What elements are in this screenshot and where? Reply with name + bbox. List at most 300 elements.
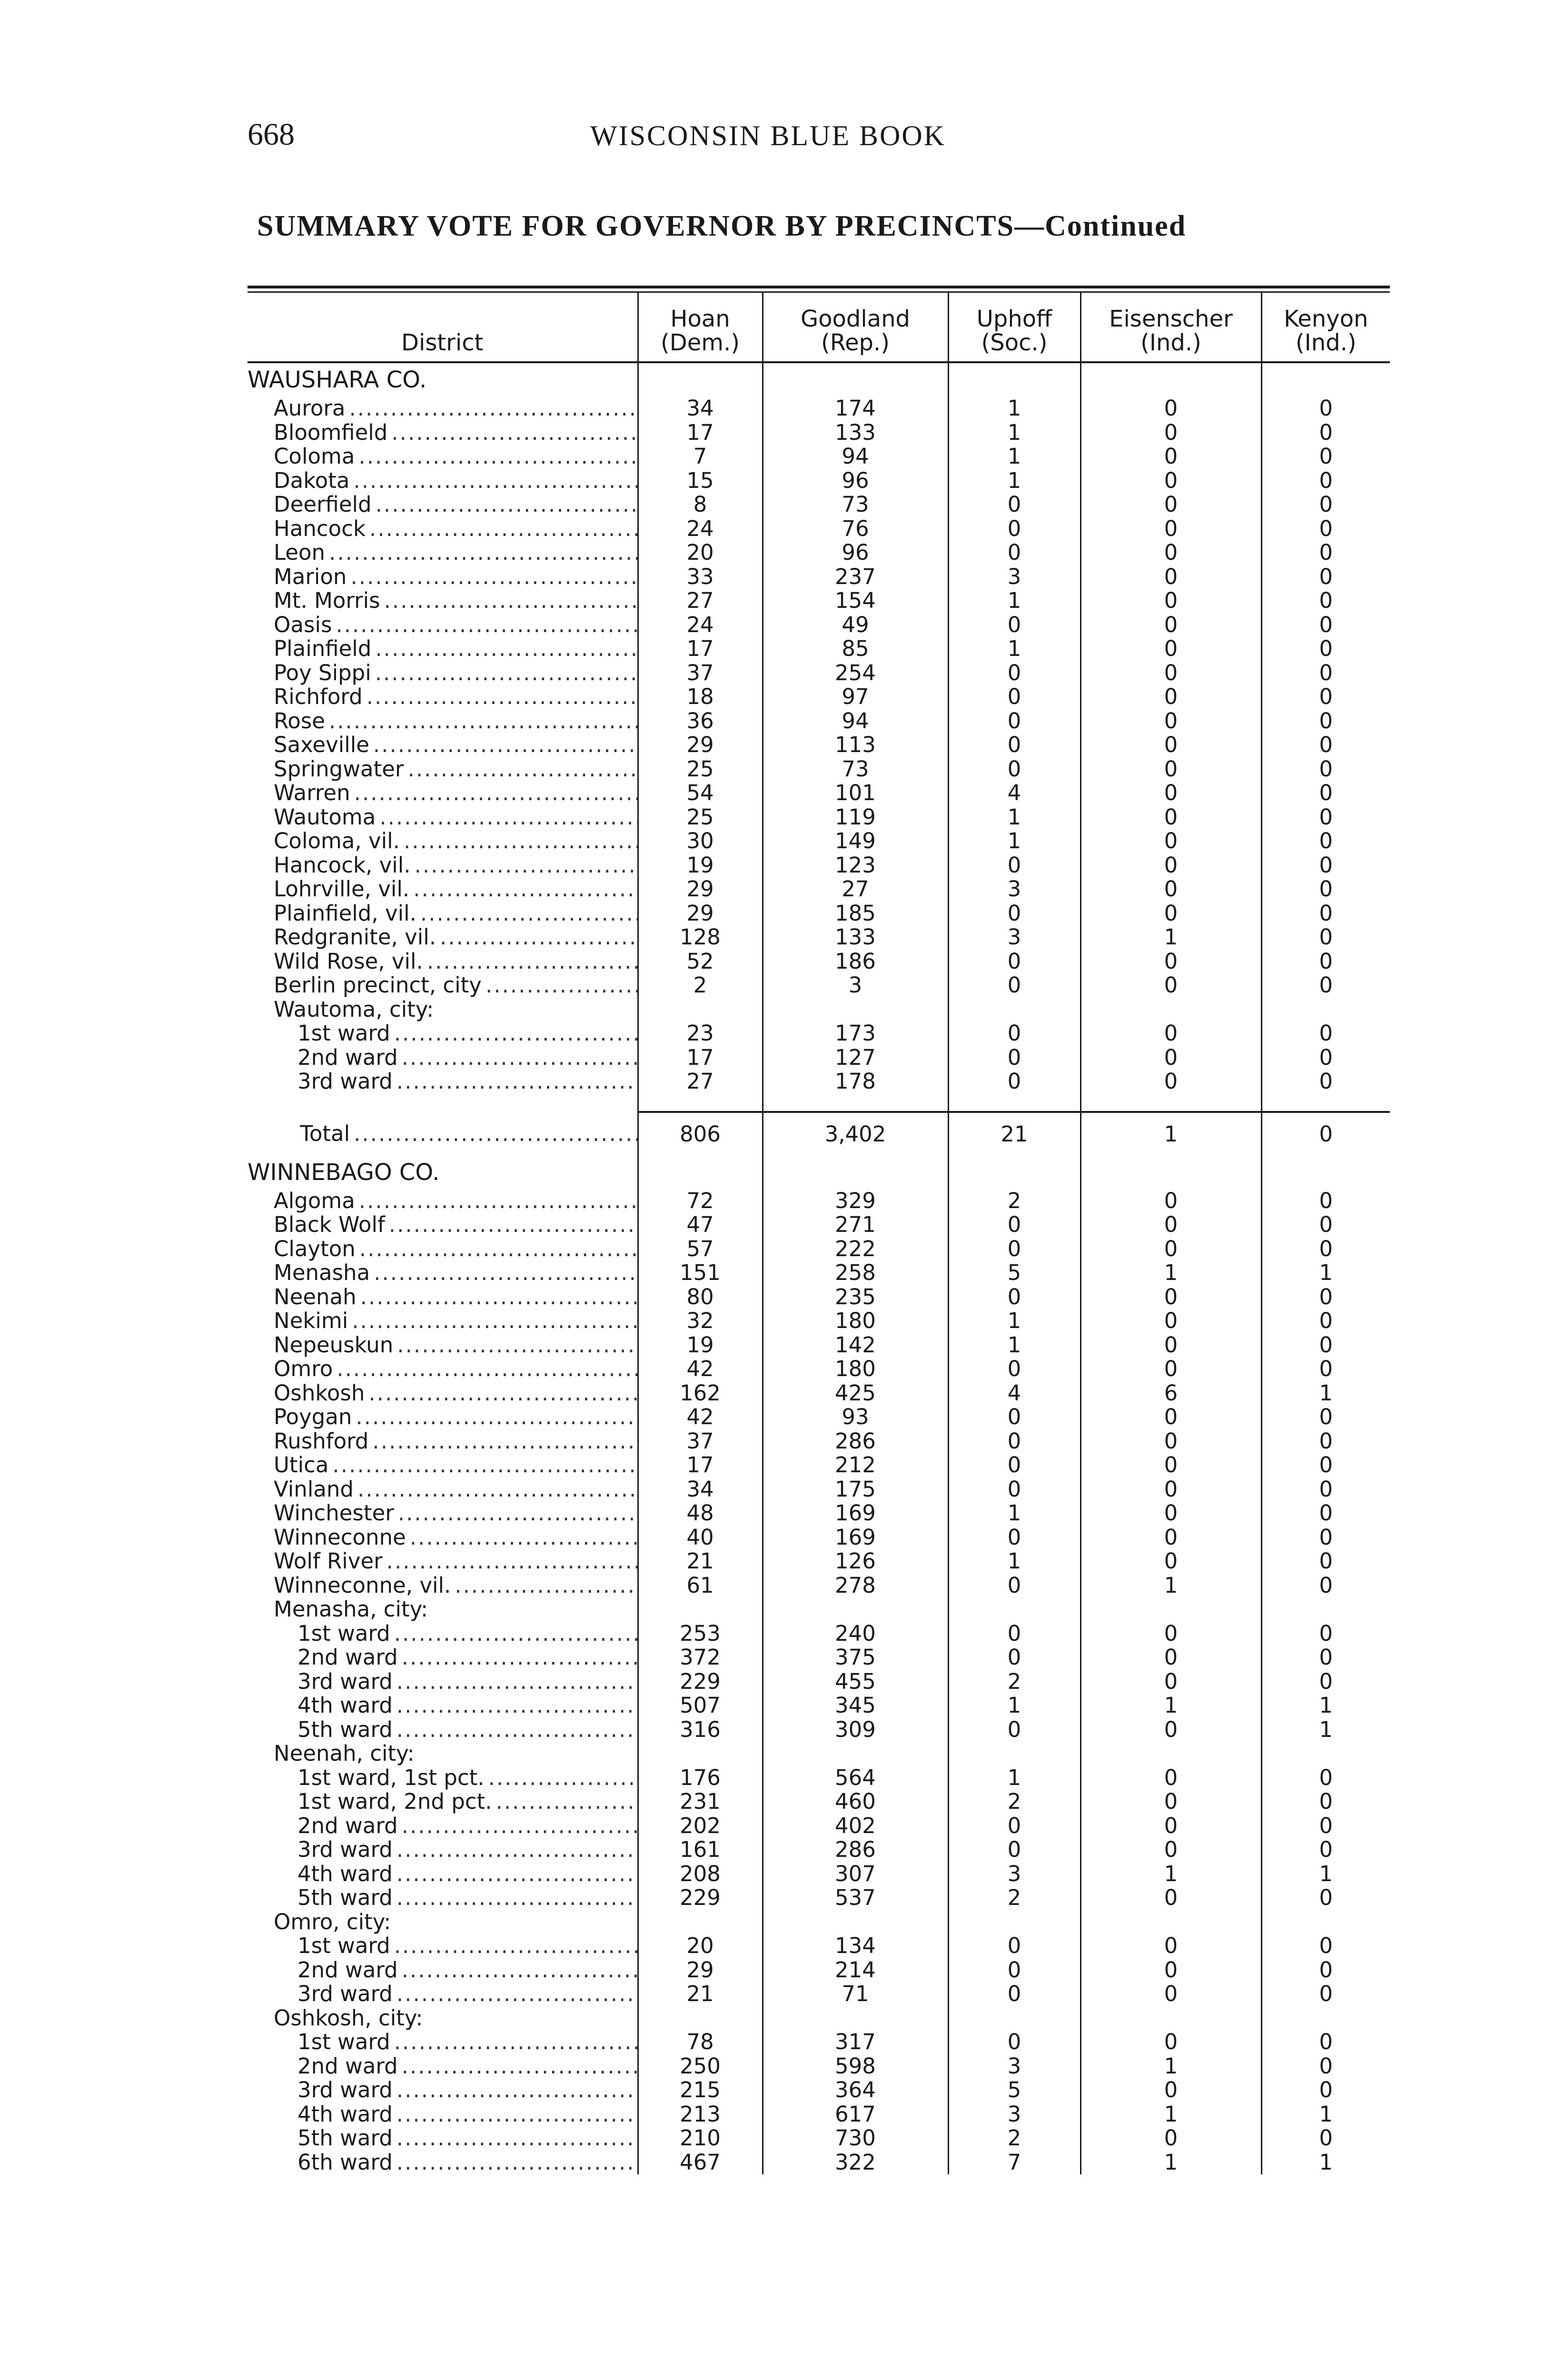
goodland-votes: 345 [763,1694,948,1718]
goodland-votes: 180 [763,1357,948,1381]
kenyon-votes: 1 [1261,1261,1390,1285]
kenyon-votes: 0 [1261,445,1390,469]
dot-leader [440,925,637,950]
hoan-votes: 19 [638,1333,763,1358]
kenyon-votes: 0 [1261,565,1390,589]
eisenscher-votes: 0 [1080,565,1261,589]
district-name [248,1838,638,1862]
dot-leader [350,565,637,589]
goodland-votes: 101 [763,781,948,805]
district-text: 1st ward [297,1021,390,1046]
kenyon-votes: 0 [1261,973,1390,998]
kenyon-votes: 0 [1261,1070,1390,1094]
goodland-votes: 237 [763,565,948,589]
table-row [248,1838,1390,1862]
empty-cell [763,1597,948,1622]
hoan-votes: 48 [638,1501,763,1526]
eisenscher-votes: 0 [1080,1886,1261,1910]
dot-leader [455,1574,637,1598]
hoan-votes: 372 [638,1646,763,1670]
hoan-votes: 2 [638,973,763,998]
kenyon-votes: 0 [1261,853,1390,878]
table-row [248,1478,1390,1502]
dot-leader [332,1453,637,1478]
empty-cell [1261,1156,1390,1189]
hoan-votes: 29 [638,733,763,757]
uphoff-votes: 21 [948,1112,1080,1156]
district-name [248,1814,638,1838]
eisenscher-votes: 0 [1080,1021,1261,1046]
uphoff-votes: 1 [948,1766,1080,1790]
hoan-votes: 29 [638,1958,763,1983]
district-name [248,733,638,757]
uphoff-votes: 1 [948,1333,1080,1358]
city-heading-oshkosh-label: Oshkosh, city: [274,2006,423,2030]
kenyon-votes: 0 [1261,2030,1390,2054]
district-name [248,1694,638,1718]
empty-cell [638,1597,763,1622]
uphoff-votes: 0 [948,685,1080,709]
empty-cell [1261,1597,1390,1622]
hoan-votes: 208 [638,1862,763,1886]
hoan-votes: 37 [638,661,763,685]
table-row [248,709,1390,734]
eisenscher-votes: 0 [1080,1333,1261,1358]
city-heading-omro-label: Omro, city: [274,1910,391,1934]
kenyon-votes: 0 [1261,685,1390,709]
table-row [248,1886,1390,1910]
city-heading-neenah-label: Neenah, city: [274,1742,415,1766]
goodland-votes: 134 [763,1934,948,1958]
eisenscher-votes: 0 [1080,1814,1261,1838]
district-text: Leon [274,541,326,565]
district-name [248,1070,638,1094]
dot-leader [402,1814,637,1838]
total-row [248,1112,1390,1156]
eisenscher-votes: 0 [1080,2030,1261,2054]
hoan-votes: 213 [638,2102,763,2127]
district-name [248,1046,638,1070]
dot-leader [373,733,637,757]
uphoff-votes: 0 [948,1838,1080,1862]
hoan-votes: 34 [638,1478,763,1502]
dot-leader [367,685,637,709]
dot-leader [336,613,637,637]
table-row [248,902,1390,926]
hoan-votes: 30 [638,829,763,853]
district-text: 5th ward [297,1886,393,1910]
eisenscher-votes: 1 [1080,1862,1261,1886]
table-row [248,757,1390,782]
uphoff-votes: 3 [948,1862,1080,1886]
district-text: Clayton [274,1237,356,1261]
empty-cell [638,362,763,397]
kenyon-votes: 1 [1261,1381,1390,1406]
empty-cell [948,2006,1080,2031]
kenyon-votes: 0 [1261,1574,1390,1598]
district-name [248,1309,638,1333]
kenyon-votes: 0 [1261,1189,1390,1213]
district-text: Hancock, vil. [274,853,411,877]
uphoff-votes: 1 [948,829,1080,853]
district-text: Marion [274,565,347,589]
uphoff-votes: 2 [948,1189,1080,1213]
hoan-votes: 61 [638,1574,763,1598]
dot-leader [410,1526,637,1550]
dot-leader [402,1646,637,1670]
uphoff-votes: 0 [948,1718,1080,1742]
dot-leader [404,829,637,853]
district-text: 1st ward, 2nd pct. [297,1790,492,1814]
goodland-votes: 537 [763,1886,948,1910]
district-text: Winneconne [274,1525,406,1549]
table-row [248,541,1390,565]
kenyon-votes: 0 [1261,1453,1390,1478]
eisenscher-votes: 0 [1080,1213,1261,1237]
goodland-votes: 598 [763,2054,948,2079]
uphoff-votes: 1 [948,1694,1080,1718]
eisenscher-votes: 0 [1080,685,1261,709]
eisenscher-votes: 0 [1080,877,1261,902]
page-number: 668 [248,117,295,152]
eisenscher-votes: 0 [1080,1478,1261,1502]
goodland-votes: 364 [763,2078,948,2102]
district-name [248,1646,638,1670]
goodland-votes: 307 [763,1862,948,1886]
hoan-votes: 21 [638,1982,763,2006]
county-heading-waushara [248,362,1390,397]
city-heading-wautoma [248,998,1390,1022]
dot-leader [337,1357,637,1381]
goodland-votes: 127 [763,1046,948,1070]
table-row [248,1381,1390,1406]
district-text: Bloomfield [274,420,388,445]
eisenscher-votes: 0 [1080,829,1261,853]
table-row [248,1814,1390,1838]
hoan-votes: 40 [638,1526,763,1550]
dot-leader [396,1862,637,1886]
uphoff-votes: 0 [948,1405,1080,1429]
uphoff-votes: 0 [948,1021,1080,1046]
kenyon-votes: 0 [1261,1934,1390,1958]
hoan-votes: 25 [638,805,763,830]
kenyon-votes: 0 [1261,1237,1390,1261]
goodland-votes: 258 [763,1261,948,1285]
kenyon-votes: 1 [1261,2102,1390,2127]
dot-leader [396,1838,637,1862]
district-text: Rushford [274,1429,369,1453]
table-row [248,1405,1390,1429]
goodland-votes: 94 [763,445,948,469]
hoan-votes: 176 [638,1766,763,1790]
uphoff-votes: 5 [948,1261,1080,1285]
empty-cell [1080,1156,1261,1189]
dot-leader [386,1549,637,1574]
eisenscher-votes: 1 [1080,925,1261,950]
hoan-votes: 33 [638,565,763,589]
district-name [248,541,638,565]
hoan-votes: 29 [638,877,763,902]
dot-leader [369,517,637,541]
uphoff-votes: 0 [948,1646,1080,1670]
dot-leader [384,589,637,613]
dot-leader [354,781,637,805]
uphoff-votes: 3 [948,877,1080,902]
county-heading-waushara-label: WAUSHARA CO. [248,367,427,393]
hoan-votes: 25 [638,757,763,782]
eisenscher-votes: 0 [1080,517,1261,541]
hoan-votes: 37 [638,1429,763,1454]
table-row [248,1958,1390,1983]
kenyon-votes: 0 [1261,637,1390,661]
goodland-votes: 85 [763,637,948,661]
eisenscher-votes: 0 [1080,781,1261,805]
uphoff-votes: 3 [948,925,1080,950]
district-name [248,565,638,589]
table-row [248,1862,1390,1886]
hoan-votes: 210 [638,2126,763,2151]
dot-leader [396,2078,637,2102]
uphoff-votes: 4 [948,1381,1080,1406]
kenyon-votes: 0 [1261,1790,1390,1814]
dot-leader [359,1189,637,1213]
goodland-votes: 93 [763,1405,948,1429]
district-text: Springwater [274,757,404,781]
district-name [248,589,638,613]
table-row [248,1526,1390,1550]
table-row [248,1982,1390,2006]
dot-leader [360,1285,637,1309]
table-row [248,805,1390,830]
uphoff-votes: 2 [948,1670,1080,1694]
kenyon-votes: 0 [1261,1766,1390,1790]
eisenscher-votes: 0 [1080,589,1261,613]
empty-cell [1080,1742,1261,1766]
empty-cell [948,1742,1080,1766]
table-row [248,1790,1390,1814]
district-text: Richford [274,685,363,709]
kenyon-votes: 1 [1261,1694,1390,1718]
hoan-votes: 47 [638,1213,763,1237]
district-name [248,757,638,782]
uphoff-votes: 3 [948,2054,1080,2079]
goodland-votes: 27 [763,877,948,902]
district-text: Plainfield, vil. [274,901,416,925]
district-text: Wautoma [274,805,376,829]
district-text: 4th ward [297,2102,393,2126]
uphoff-votes: 2 [948,1790,1080,1814]
table-row [248,637,1390,661]
eisenscher-votes: 0 [1080,1934,1261,1958]
uphoff-votes: 7 [948,2151,1080,2175]
kenyon-votes: 0 [1261,950,1390,974]
kenyon-votes: 0 [1261,421,1390,445]
goodland-votes: 119 [763,805,948,830]
kenyon-votes: 0 [1261,397,1390,421]
hoan-votes: 507 [638,1694,763,1718]
spacer-cell [948,1094,1080,1112]
kenyon-votes: 0 [1261,1958,1390,1983]
district-name [248,1526,638,1550]
eisenscher-votes: 1 [1080,1694,1261,1718]
district-text: Neenah [274,1285,357,1309]
district-name [248,1766,638,1790]
table-row [248,2126,1390,2151]
goodland-votes: 222 [763,1237,948,1261]
hoan-votes: 15 [638,469,763,493]
hoan-votes: 52 [638,950,763,974]
kenyon-votes: 0 [1261,1549,1390,1574]
district-text: Poy Sippi [274,661,371,685]
district-text: Mt. Morris [274,589,380,613]
goodland-votes: 214 [763,1958,948,1983]
empty-cell [1261,2006,1390,2031]
hoan-votes: 253 [638,1622,763,1646]
dot-leader [394,1934,637,1958]
empty-cell [948,362,1080,397]
kenyon-votes: 0 [1261,1285,1390,1309]
dot-leader [402,1046,637,1070]
eisenscher-votes: 1 [1080,1112,1261,1156]
eisenscher-votes: 0 [1080,1838,1261,1862]
eisenscher-votes: 1 [1080,1261,1261,1285]
table-row [248,1237,1390,1261]
kenyon-votes: 0 [1261,2054,1390,2079]
hoan-votes: 316 [638,1718,763,1742]
goodland-votes: 730 [763,2126,948,2151]
kenyon-votes: 0 [1261,469,1390,493]
empty-cell [638,2006,763,2031]
district-text: 2nd ward [297,1646,398,1670]
eisenscher-votes: 0 [1080,2126,1261,2151]
district-name [248,902,638,926]
district-text: 1st ward [297,1934,390,1958]
hoan-votes: 17 [638,1453,763,1478]
empty-cell [1261,1742,1390,1766]
hoan-votes: 17 [638,637,763,661]
hoan-votes: 23 [638,1021,763,1046]
kenyon-votes: 0 [1261,829,1390,853]
goodland-votes: 317 [763,2030,948,2054]
district-name [248,469,638,493]
district-text: 3rd ward [297,1838,393,1862]
goodland-votes: 309 [763,1718,948,1742]
hoan-votes: 250 [638,2054,763,2079]
table-row [248,685,1390,709]
uphoff-votes: 0 [948,902,1080,926]
goodland-votes: 375 [763,1646,948,1670]
table-row [248,397,1390,421]
district-name [248,1862,638,1886]
eisenscher-votes: 1 [1080,2054,1261,2079]
eisenscher-votes: 0 [1080,950,1261,974]
hoan-votes: 231 [638,1790,763,1814]
uphoff-votes: 4 [948,781,1080,805]
uphoff-votes: 0 [948,1285,1080,1309]
district-name [248,853,638,878]
district-text: 2nd ward [297,1045,398,1070]
table-row [248,1934,1390,1958]
dot-leader [375,661,637,685]
kenyon-votes: 0 [1261,1213,1390,1237]
city-heading-wautoma-label: Wautoma, city: [274,997,434,1021]
hoan-votes: 32 [638,1309,763,1333]
goodland-votes: 149 [763,829,948,853]
district-text: Menasha [274,1261,370,1285]
uphoff-votes: 0 [948,757,1080,782]
dot-leader [379,805,637,830]
district-name [248,2102,638,2127]
table-row [248,1574,1390,1598]
uphoff-votes: 2 [948,1886,1080,1910]
kenyon-votes: 0 [1261,1982,1390,2006]
district-name [248,1478,638,1502]
dot-leader [394,1021,637,1046]
eisenscher-votes: 0 [1080,733,1261,757]
hoan-votes: 19 [638,853,763,878]
uphoff-votes: 0 [948,1526,1080,1550]
district-text: Utica [274,1453,329,1478]
district-text: Vinland [274,1477,354,1501]
uphoff-votes: 2 [948,2126,1080,2151]
kenyon-votes: 0 [1261,2126,1390,2151]
district-name [248,1333,638,1358]
goodland-votes: 254 [763,661,948,685]
hoan-votes: 467 [638,2151,763,2175]
dot-leader [394,2030,637,2054]
kenyon-votes: 0 [1261,1526,1390,1550]
dot-leader [402,2054,637,2079]
uphoff-votes: 0 [948,2030,1080,2054]
district-name [248,805,638,830]
district-name [248,1261,638,1285]
uphoff-votes: 0 [948,1357,1080,1381]
hoan-votes: 57 [638,1237,763,1261]
table-row [248,1261,1390,1285]
eisenscher-votes: 0 [1080,1670,1261,1694]
eisenscher-votes: 0 [1080,421,1261,445]
uphoff-votes: 0 [948,1478,1080,1502]
district-text: Oasis [274,613,332,637]
uphoff-votes: 0 [948,493,1080,517]
district-name [248,1213,638,1237]
city-heading-neenah [248,1742,1390,1766]
hoan-votes: 229 [638,1886,763,1910]
page-header [248,117,1399,155]
table-row [248,1549,1390,1574]
col-header-district: District [248,293,638,362]
goodland-votes: 180 [763,1309,948,1333]
uphoff-votes: 1 [948,805,1080,830]
eisenscher-votes: 0 [1080,445,1261,469]
goodland-votes: 97 [763,685,948,709]
table-row [248,973,1390,998]
dot-leader [413,877,637,902]
uphoff-votes: 1 [948,445,1080,469]
eisenscher-votes: 0 [1080,902,1261,926]
district-text: Wolf River [274,1549,383,1574]
eisenscher-votes: 0 [1080,1189,1261,1213]
goodland-votes: 96 [763,541,948,565]
hoan-votes: 806 [638,1112,763,1156]
district-name [248,685,638,709]
dot-leader [396,1982,637,2006]
district-text: Nekimi [274,1309,348,1333]
eisenscher-votes: 0 [1080,1357,1261,1381]
district-name [248,2078,638,2102]
goodland-votes: 49 [763,613,948,637]
district-text: Berlin precinct, city [274,973,482,998]
